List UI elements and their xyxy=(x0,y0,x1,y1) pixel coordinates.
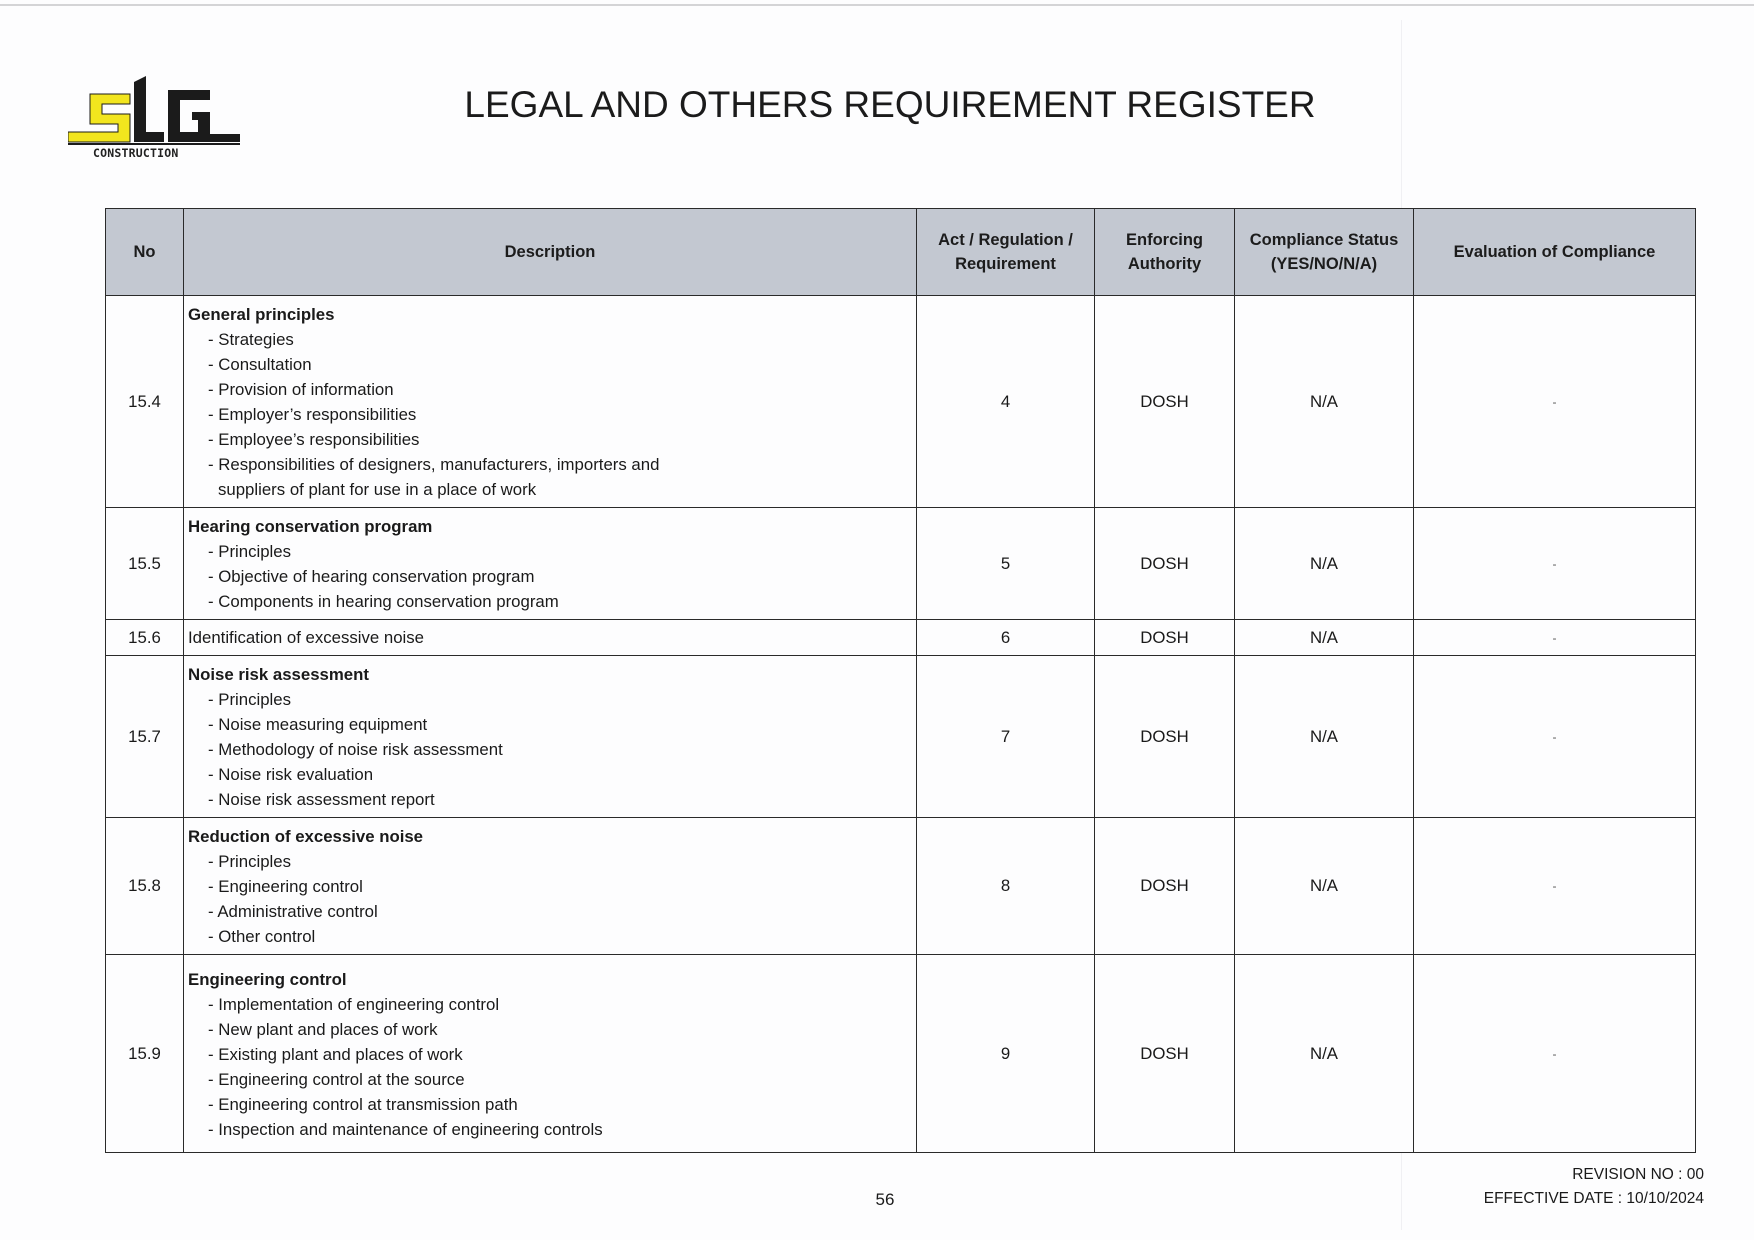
header-authority-line2: Authority xyxy=(1127,255,1202,273)
description-item: - Administrative control xyxy=(208,902,378,921)
row-description xyxy=(184,620,917,656)
row-act: 9 xyxy=(917,955,1095,1153)
table-row xyxy=(106,955,1696,1153)
row-no: 15.4 xyxy=(106,296,184,508)
row-authority: DOSH xyxy=(1095,656,1235,818)
description-item: - Existing plant and places of work xyxy=(208,1044,463,1064)
header-status xyxy=(1235,209,1414,296)
header-status-line1: Compliance Status xyxy=(1249,231,1399,249)
page-title: LEGAL AND OTHERS REQUIREMENT REGISTER xyxy=(464,84,1316,125)
description-item: - New plant and places of work xyxy=(208,1019,438,1039)
description-item: - Inspection and maintenance of engineering controls xyxy=(208,1119,603,1139)
table-row xyxy=(106,296,1696,508)
row-act: 8 xyxy=(917,818,1095,955)
row-evaluation: - xyxy=(1414,508,1696,620)
effective-date: EFFECTIVE DATE : 10/10/2024 xyxy=(1483,1190,1704,1207)
header-authority xyxy=(1095,209,1235,296)
description-item: - Engineering control xyxy=(208,877,363,896)
row-status: N/A xyxy=(1235,656,1414,818)
row-authority: DOSH xyxy=(1095,955,1235,1153)
row-authority: DOSH xyxy=(1095,620,1235,656)
row-authority: DOSH xyxy=(1095,818,1235,955)
row-status: N/A xyxy=(1235,508,1414,620)
description-heading: Hearing conservation program xyxy=(188,517,433,536)
description-item: - Engineering control at transmission path xyxy=(208,1094,518,1114)
description-item: - Other control xyxy=(208,927,316,946)
row-status: N/A xyxy=(1235,620,1414,656)
description-item: - Components in hearing conservation program xyxy=(208,592,559,611)
row-no: 15.5 xyxy=(106,508,184,620)
description-item: - Employee’s responsibilities xyxy=(208,430,420,449)
description-item: - Implementation of engineering control xyxy=(208,994,500,1014)
row-description xyxy=(184,296,917,508)
header-no: No xyxy=(106,209,184,296)
header-authority-line1: Enforcing xyxy=(1126,231,1203,249)
description-item: - Strategies xyxy=(208,330,294,349)
table-row xyxy=(106,508,1696,620)
description-item: - Methodology of noise risk assessment xyxy=(208,740,503,759)
table-row xyxy=(106,656,1696,818)
row-no: 15.6 xyxy=(106,620,184,656)
revision-block xyxy=(1484,1163,1704,1211)
row-description xyxy=(184,955,917,1153)
logo-caption: CONSTRUCTION xyxy=(93,146,179,160)
row-authority: DOSH xyxy=(1095,508,1235,620)
row-evaluation: - xyxy=(1414,656,1696,818)
row-act: 4 xyxy=(917,296,1095,508)
table-row xyxy=(106,620,1696,656)
row-status: N/A xyxy=(1235,818,1414,955)
header-act-line1: Act / Regulation / xyxy=(938,231,1073,249)
description-item: - Principles xyxy=(208,542,291,561)
row-description xyxy=(184,508,917,620)
description-item: - Objective of hearing conservation program xyxy=(208,567,535,586)
description-item: - Noise risk evaluation xyxy=(208,765,374,784)
description-item: - Employer’s responsibilities xyxy=(208,405,417,424)
header-act xyxy=(917,209,1095,296)
page-top-edge xyxy=(0,4,1754,6)
description-heading: Reduction of excessive noise xyxy=(188,827,424,846)
description-item: - Engineering control at the source xyxy=(208,1069,465,1089)
row-evaluation: - xyxy=(1414,296,1696,508)
header-status-line2: (YES/NO/N/A) xyxy=(1270,255,1378,273)
header-description: Description xyxy=(184,209,917,296)
description-item-continuation: suppliers of plant for use in a place of work xyxy=(218,480,537,499)
row-description xyxy=(184,656,917,818)
row-description xyxy=(184,818,917,955)
table-header-row xyxy=(106,209,1696,296)
row-status: N/A xyxy=(1235,296,1414,508)
row-evaluation: - xyxy=(1414,818,1696,955)
description-text: Identification of excessive noise xyxy=(188,628,425,647)
page-number: 56 xyxy=(875,1190,895,1209)
row-act: 7 xyxy=(917,656,1095,818)
header-evaluation: Evaluation of Compliance xyxy=(1414,209,1696,296)
header-act-line2: Requirement xyxy=(955,255,1056,273)
description-item: - Principles xyxy=(208,690,291,709)
row-no: 15.7 xyxy=(106,656,184,818)
slg-logo-icon xyxy=(68,76,240,148)
row-authority: DOSH xyxy=(1095,296,1235,508)
row-act: 5 xyxy=(917,508,1095,620)
row-evaluation: - xyxy=(1414,620,1696,656)
row-evaluation: - xyxy=(1414,955,1696,1153)
requirement-register-table xyxy=(105,208,1696,1153)
description-item: - Responsibilities of designers, manufacturers, importers and xyxy=(208,455,660,474)
row-no: 15.9 xyxy=(106,955,184,1153)
description-heading: General principles xyxy=(188,305,335,324)
revision-number: REVISION NO : 00 xyxy=(1572,1166,1704,1183)
row-no: 15.8 xyxy=(106,818,184,955)
description-item: - Noise risk assessment report xyxy=(208,790,435,809)
description-item: - Provision of information xyxy=(208,380,394,399)
description-heading: Noise risk assessment xyxy=(188,665,369,684)
table-row xyxy=(106,818,1696,955)
description-item: - Noise measuring equipment xyxy=(208,715,428,734)
description-item: - Principles xyxy=(208,852,291,871)
description-item: - Consultation xyxy=(208,355,312,374)
row-act: 6 xyxy=(917,620,1095,656)
description-heading: Engineering control xyxy=(188,969,347,989)
row-status: N/A xyxy=(1235,955,1414,1153)
